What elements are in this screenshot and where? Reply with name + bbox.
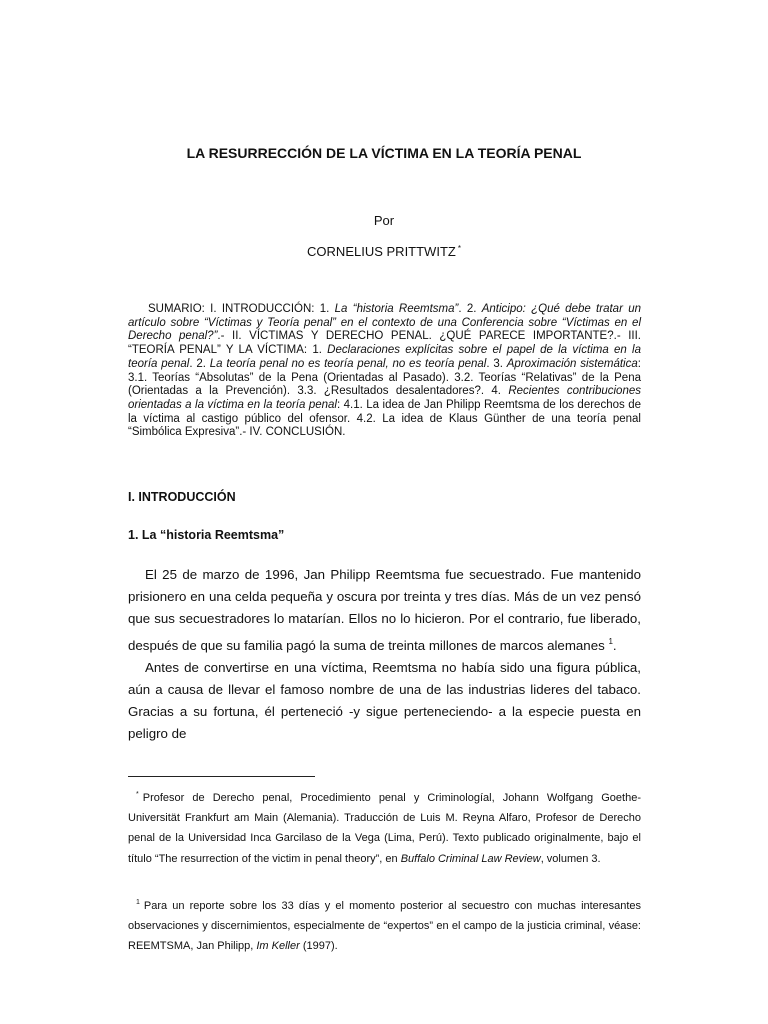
paragraph-text: El 25 de marzo de 1996, Jan Philipp Reemtsma fue secuestrado. Fue mantenido prisionero en una celda pequeña y oscura por treinta y tres días. Más de un vez pensó que sus secuestradores lo matarían. Ellos no lo hicieron. Por el contrario, fue liberado, después de que su familia pagó la suma de treinta millones de marcos alemanes <box>128 567 641 653</box>
footnote-mark: * <box>136 791 139 798</box>
footnote-part: Para un reporte sobre los 33 días y el momento posterior al secuestro con muchas interesantes observaciones y discernimientos, especialmente de “expertos” en el campo de la justicia criminal, véase: REEMTSMA, Jan Philipp, <box>128 900 641 953</box>
footnote-part: , volumen 3. <box>540 852 601 865</box>
summary-block <box>128 303 641 440</box>
footnote-part: (1997). <box>299 940 338 953</box>
summary-part: . 3. <box>486 357 507 370</box>
summary-part: : 4.1. La idea de Jan Philipp Reemtsma de los derechos de la víctima al castigo público del ofensor. 4.2. La idea de Klaus Günther de una teoría penal “Simbólica Expresiva”.- IV. CONCLUSIÓN. <box>128 398 641 439</box>
footnote-part: Buffalo Criminal Law Review <box>400 852 541 865</box>
body-text <box>128 564 641 746</box>
footnote <box>128 785 641 869</box>
footnote-mark: 1 <box>136 899 140 906</box>
paragraph <box>128 564 641 657</box>
author-name-text: CORNELIUS PRITTWITZ <box>307 244 456 259</box>
paragraph-end: . <box>612 637 617 653</box>
summary-part: La “historia Reemtsma” <box>334 303 459 315</box>
footnote-part: Profesor de Derecho penal, Procedimiento penal y Criminologíal, Johann Wolfgang Goethe-Universität Frankfurt am Main (Alemania). Traducción de Luis M. Reyna Alfaro, Profesor de Derecho penal de la Universidad Inca Garcilaso de la Vega (Lima, Perú). Texto publicado originalmente, bajo el título “The resurrection of the victim in penal theory”, en <box>128 792 641 865</box>
summary-part: .- II. VÍCTIMAS Y DERECHO PENAL. ¿QUÉ PARECE IMPORTANTE?.- III. “TEORÍA PENAL” Y LA VÍCTIMA: 1. <box>128 330 641 357</box>
paragraph <box>128 657 641 746</box>
summary-part: Recientes contribuciones orientadas a la víctima en la teoría penal <box>128 385 641 411</box>
summary-part: SUMARIO: I. INTRODUCCIÓN: 1. <box>148 303 335 315</box>
paragraph-text: Antes de convertirse en una víctima, Reemtsma no había sido una figura pública, aún a causa de llevar el famoso nombre de una de las industrias lideres del tabaco. Gracias a su fortuna, él perteneció -y sigue perteneciendo- a la especie puesta en peligro de <box>128 659 641 742</box>
section-heading: I. INTRODUCCIÓN <box>128 490 236 504</box>
summary-part: La teoría penal no es teoría penal, no es teoría penal <box>209 357 487 370</box>
footnote <box>128 893 641 957</box>
summary-part: : 3.1. Teorías “Absolutas” de la Pena (Orientadas al Pasado). 3.2. Teorías “Relativas” de la Pena (Orientadas a la Prevención). 3.3. ¿Resultados desalentadores?. 4. <box>128 357 641 398</box>
footnote-part: Im Keller <box>256 940 300 953</box>
summary-part: . 2. <box>189 357 210 370</box>
author-footnote-mark: * <box>457 244 461 253</box>
author-name <box>0 244 768 259</box>
summary-part: Aproximación sistemática <box>506 357 638 370</box>
subsection-heading: 1. La “historia Reemtsma” <box>128 528 285 542</box>
footnote-ref[interactable]: 1 <box>608 636 613 646</box>
footnote-separator <box>128 776 315 777</box>
byline-por: Por <box>373 213 395 228</box>
summary-part: Declaraciones explícitas sobre el papel de la víctima en la teoría penal <box>128 344 641 370</box>
summary-part: . 2. <box>458 303 482 315</box>
document-title: LA RESURRECCIÓN DE LA VÍCTIMA EN LA TEORÍA PENAL <box>186 145 582 161</box>
summary-part: Anticipo: ¿Qué debe tratar un artículo sobre “Víctimas y Teoría penal” en el contexto de una Conferencia sobre “Víctimas en el Derecho penal?” <box>128 303 641 343</box>
